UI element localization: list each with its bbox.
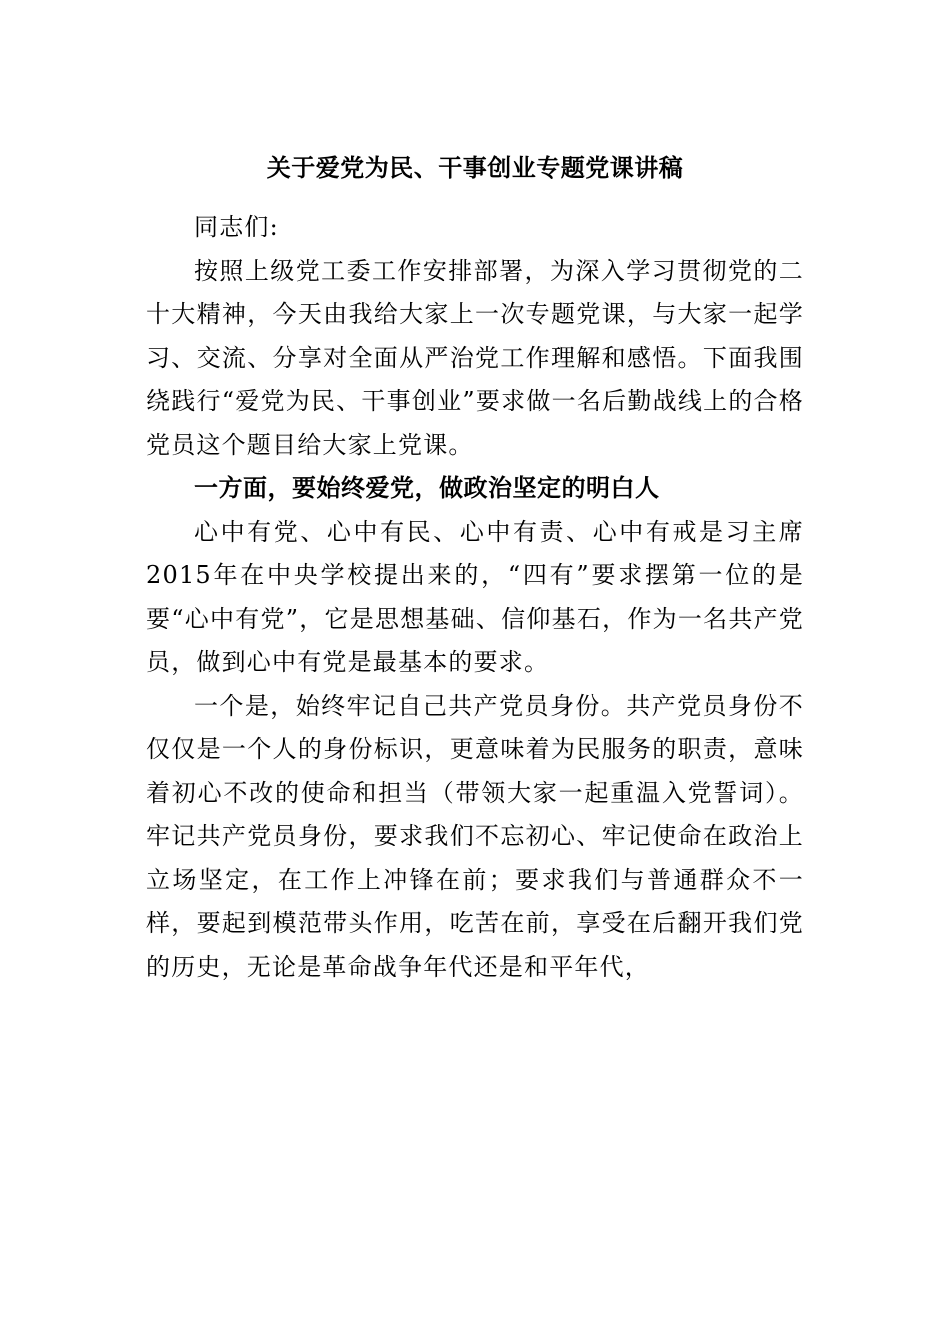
document-body — [146, 148, 804, 989]
section-paragraph-1: 心中有党、心中有民、心中有责、心中有戒是习主席2015年在中央学校提出来的，“四有”要求摆第一位的是要“心中有党”，它是思想基础、信仰基石，作为一名共产党员，做到心中有党是最基本的要求。 — [146, 517, 804, 676]
section-paragraph-2: 一个是，始终牢记自己共产党员身份。共产党员身份不仅仅是一个人的身份标识，更意味着为民服务的职责，意味着初心不改的使命和担当（带领大家一起重温入党誓词）。牢记共产党员身份，要求我们不忘初心、牢记使命在政治上立场坚定，在工作上冲锋在前；要求我们与普通群众不一样，要起到模范带头作用，吃苦在前，享受在后翻开我们党的历史，无论是革命战争年代还是和平年代， — [146, 691, 804, 981]
salutation: 同志们: — [194, 213, 279, 241]
document-title: 关于爱党为民、干事创业专题党课讲稿 — [266, 154, 684, 182]
intro-paragraph: 按照上级党工委工作安排部署，为深入学习贯彻党的二十大精神，今天由我给大家上一次专题党课，与大家一起学习、交流、分享对全面从严治党工作理解和感悟。下面我围绕践行“爱党为民、干事创业”要求做一名后勤战线上的合格党员这个题目给大家上党课。 — [146, 256, 804, 459]
section-heading: 一方面，要始终爱党，做政治坚定的明白人 — [194, 474, 660, 502]
